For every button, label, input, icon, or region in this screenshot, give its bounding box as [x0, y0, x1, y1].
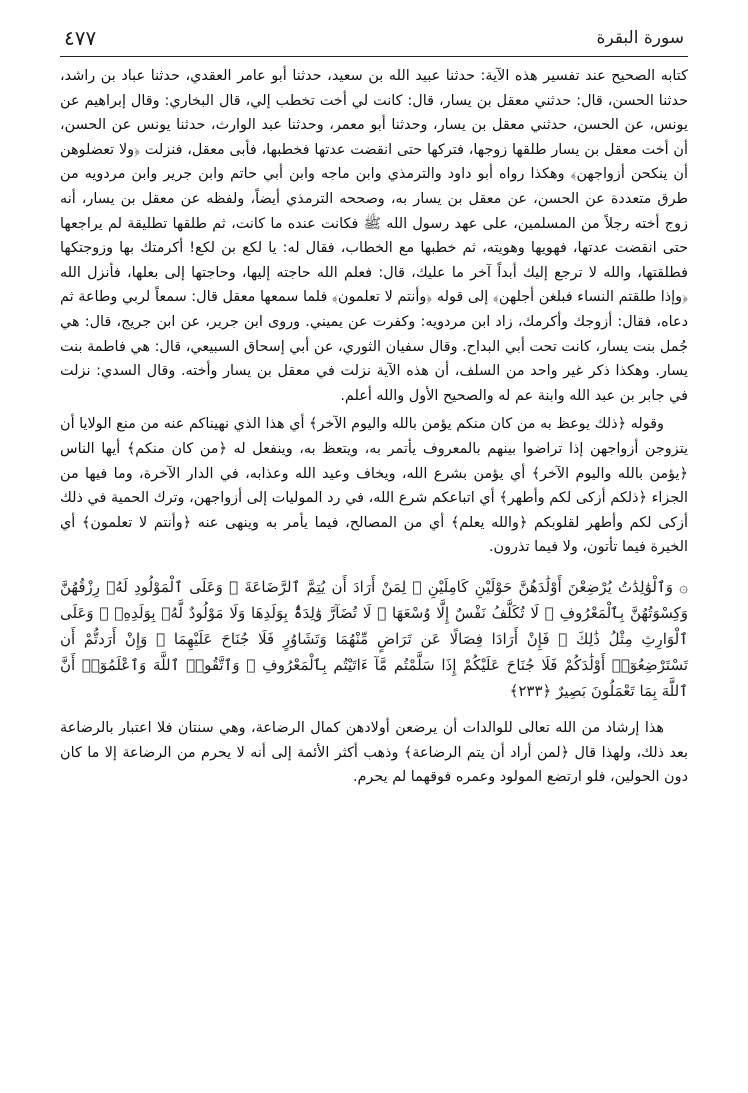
tafsir-paragraph: هذا إرشاد من الله تعالى للوالدات أن يرضعن أولادهن كمال الرضاعة، وهي سنتان فلا اعتبار بالرضاعة بعد ذلك، ولهذا قال ﴿لمن أراد أن يتم الرضاعة﴾ وذهب أكثر الأئمة إلى أنه لا يحرم من الرضاعة إلا ما كان دون الحولين، فلو ارتضع المولود وعمره فوقهما لم يحرم.: [60, 720, 688, 786]
quran-verse-block: [60, 574, 688, 704]
commentary-paragraph: وقوله ﴿ذلك يوعظ به من كان منكم يؤمن بالله واليوم الآخر﴾ أي هذا الذي نهيناكم عنه من منع الولايا أن يتزوجن أزواجهن إذا تراضوا بينهم بالمعروف يأتمر به، ويتعظ به، وينفعل له ﴿من كان منكم﴾ أيها الناس ﴿يؤمن بالله واليوم الآخر﴾ أي يؤمن بشرع الله، ويخاف وعيد الله وعذابه، في الدار الآخرة، وما فيها من الجزاء ﴿ذلكم أزكى لكم وأطهر﴾ أي اتباعكم شرع الله، في رد الموليات إلى أزواجهن، وترك الحمية في ذلك أزكى لكم وأطهر لقلوبكم ﴿والله يعلم﴾ أي من المصالح، فيما يأمر به وينهى عنه ﴿وأنتم لا تعلمون﴾ أي الخيرة فيما تأتون، ولا فيما تذرون.: [60, 416, 688, 556]
commentary-body: [60, 64, 688, 560]
verse-text: ۞ وَٱلْوَٰلِدَٰتُ يُرْضِعْنَ أَوْلَٰدَهُنَّ حَوْلَيْنِ كَامِلَيْنِ ۖ لِمَنْ أَرَادَ أَن يُتِمَّ ٱلرَّضَاعَةَ ۚ وَعَلَى ٱلْمَوْلُودِ لَهُۥ رِزْقُهُنَّ وَكِسْوَتُهُنَّ بِٱلْمَعْرُوفِ ۚ لَا تُكَلَّفُ نَفْسٌ إِلَّا وُسْعَهَا ۚ لَا تُضَآرَّ وَٰلِدَةٌۢ بِوَلَدِهَا وَلَا مَوْلُودٌ لَّهُۥ بِوَلَدِهِۦ ۚ وَعَلَى ٱلْوَارِثِ مِثْلُ ذَٰلِكَ ۗ فَإِنْ أَرَادَا فِصَالًا عَن تَرَاضٍ مِّنْهُمَا وَتَشَاوُرٍ فَلَا جُنَاحَ عَلَيْهِمَا ۗ وَإِنْ أَرَدتُّمْ أَن تَسْتَرْضِعُوٓا۟ أَوْلَٰدَكُمْ فَلَا جُنَاحَ عَلَيْكُمْ إِذَا سَلَّمْتُم مَّآ ءَاتَيْتُم بِٱلْمَعْرُوفِ ۗ وَٱتَّقُوا۟ ٱللَّهَ وَٱعْلَمُوٓا۟ أَنَّ ٱللَّهَ بِمَا تَعْمَلُونَ بَصِيرٌ: [60, 578, 688, 700]
page-header: [60, 26, 688, 57]
surah-title: سورة البقرة: [596, 28, 684, 48]
tafsir-section: [60, 716, 688, 790]
page-number: ٤٧٧: [64, 26, 97, 50]
quran-verse: [60, 574, 688, 704]
verse-number: ﴿٢٣٣﴾: [509, 682, 552, 700]
commentary-paragraph: كتابه الصحيح عند تفسير هذه الآية: حدثنا عبيد الله بن سعيد، حدثنا أبو عامر العقدي، حدثنا عباد بن راشد، حدثنا الحسن، قال: حدثني معقل بن يسار، قال: كانت لي أخت تخطب إلي، قال البخاري: وقال إبراهيم عن يونس، عن الحسن، حدثني معقل بن يسار، وحدثنا أبو معمر، وحدثنا عبد الوارث، حدثنا يونس عن الحسن، أن أخت معقل بن يسار طلقها زوجها، فتركها حتى انقضت عدتها فخطبها، فأبى معقل، فنزلت ﴿ولا تعضلوهن أن ينكحن أزواجهن﴾ وهكذا رواه أبو داود والترمذي وابن ماجه وابن أبي حاتم وابن جرير وابن مردويه من طرق متعددة عن الحسن، عن معقل بن يسار به، وصححه الترمذي أيضاً، ولفظه عن معقل بن يسار، أنه زوج أخته رجلاً من المسلمين، على عهد رسول الله ﷺ فكانت عنده ما كانت، ثم طلقها تطليقة لم يراجعها حتى انقضت عدتها، فهويها وهويته، ثم خطبها مع الخطاب، فقال له: يا لكع بن لكع! أكرمتك بها وزوجتكها فطلقتها، والله لا ترجع إليك أبداً آخر ما عليك، قال: فعلم الله حاجته إليها، وحاجتها إلى بعلها، فأنزل الله ﴿وإذا طلقتم النساء فبلغن أجلهن﴾ إلى قوله ﴿وأنتم لا تعلمون﴾ فلما سمعها معقل قال: سمعاً لربي وطاعة ثم دعاه، فقال: أزوجك وأكرمك، زاد ابن مردويه: وكفرت عن يميني. وروى ابن جرير، عن ابن جريج، قال: هي جُمل بنت يسار، كانت تحت أبي البداح. وقال سفيان الثوري، عن أبي إسحاق السبيعي، قال: هي فاطمة بنت يسار. وهكذا ذكر غير واحد من السلف، أن هذه الآية نزلت في معقل بن يسار وأخته. وقال السدي: نزلت في جابر بن عبد الله وابنة عم له والصحيح الأول والله أعلم.: [60, 68, 688, 404]
